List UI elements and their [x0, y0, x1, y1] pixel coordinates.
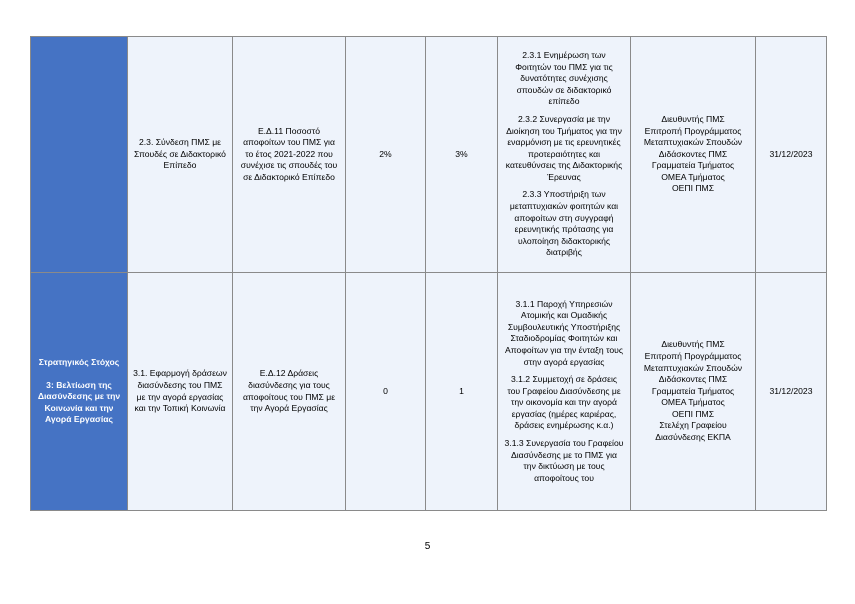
- indicator-cell: Ε.Δ.12 Δράσεις διασύνδεσης για τους αποφοίτους του ΠΜΣ με την Αγορά Εργασίας: [233, 273, 346, 511]
- deadline-cell: 31/12/2023: [756, 37, 827, 273]
- target-cell: 1: [426, 273, 498, 511]
- action-item: 2.3.2 Συνεργασία με την Διοίκηση του Τμήματος για την εναρμόνιση με τις ερευνητικές προτεραιότητες και κατευθύνσεις της Διδακτορικής Έρευνας: [505, 113, 623, 182]
- action-item: 2.3.1 Ενημέρωση των Φοιτητών του ΠΜΣ για τις δυνατότητες συνέχισης σπουδών σε διδακτορικό επίπεδο: [515, 49, 613, 107]
- action-item: 3.1.3 Συνεργασία του Γραφείου Διασύνδεσης με το ΠΜΣ για την δικτύωση με τους αποφοίτους του: [504, 438, 624, 483]
- responsible-cell: Διευθυντής ΠΜΣ Επιτροπή Προγράμματος Μεταπτυχιακών Σπουδών Διδάσκοντες ΠΜΣ Γραμματεία Τμήματος ΟΜΕΑ Τμήματος ΟΕΠΙ ΠΜΣ: [631, 37, 756, 273]
- baseline-cell: 0: [346, 273, 426, 511]
- axis-cell: 2.3. Σύνδεση ΠΜΣ με Σπουδές σε Διδακτορικό Επίπεδο: [128, 37, 233, 273]
- indicator-cell: Ε.Δ.11 Ποσοστό αποφοίτων του ΠΜΣ για το έτος 2021-2022 που συνέχισε τις σπουδές του σε Διδακτορικό Επίπεδο: [233, 37, 346, 273]
- axis-cell: 3.1. Εφαρμογή δράσεων διασύνδεσης του ΠΜΣ με την αγορά εργασίας και την Τοπική Κοινωνία: [128, 273, 233, 511]
- responsible-cell: Διευθυντής ΠΜΣ Επιτροπή Προγράμματος Μεταπτυχιακών Σπουδών Διδάσκοντες ΠΜΣ Γραμματεία Τμήματος ΟΜΕΑ Τμήματος ΟΕΠΙ ΠΜΣ Στελέχη Γραφείου Διασύνδεσης ΕΚΠΑ: [631, 273, 756, 511]
- actions-cell: [498, 273, 631, 511]
- actions-cell: [498, 37, 631, 273]
- target-cell: 3%: [426, 37, 498, 273]
- strategic-goal-cell: [31, 37, 128, 273]
- baseline-cell: 2%: [346, 37, 426, 273]
- action-item: 3.1.2 Συμμετοχή σε δράσεις του Γραφείου Διασύνδεσης με την οικονομία και την αγορά εργασίας (ημέρες καριέρας, δράσεις ενημέρωσης κ.α.): [507, 374, 621, 431]
- action-item: 2.3.3 Υποστήριξη των μεταπτυχιακών φοιτητών και αποφοίτων στη συγγραφή ερευνητικής πρότασης για υλοποίηση διδακτορικής διατριβής: [509, 189, 619, 258]
- page-number: 5: [424, 541, 431, 552]
- action-item: 3.1.1 Παροχή Υπηρεσιών Ατομικής και Ομαδικής Συμβουλευτικής Υποστήριξης Σταδιοδρομίας Φοιτητών και Αποφοίτων για την ένταξη τους στην αγορά εργασίας: [505, 298, 623, 367]
- deadline-cell: 31/12/2023: [756, 273, 827, 511]
- strategic-goal-name: 3: Βελτίωση της Διασύνδεσης με την Κοινωνία και την Αγορά Εργασίας: [37, 379, 121, 425]
- strategic-goal-cell: [31, 273, 128, 511]
- table-row: [31, 273, 827, 511]
- action-plan-table: [30, 36, 827, 511]
- table-row: [31, 37, 827, 273]
- strategic-goal-title: Στρατηγικός Στόχος: [38, 357, 120, 368]
